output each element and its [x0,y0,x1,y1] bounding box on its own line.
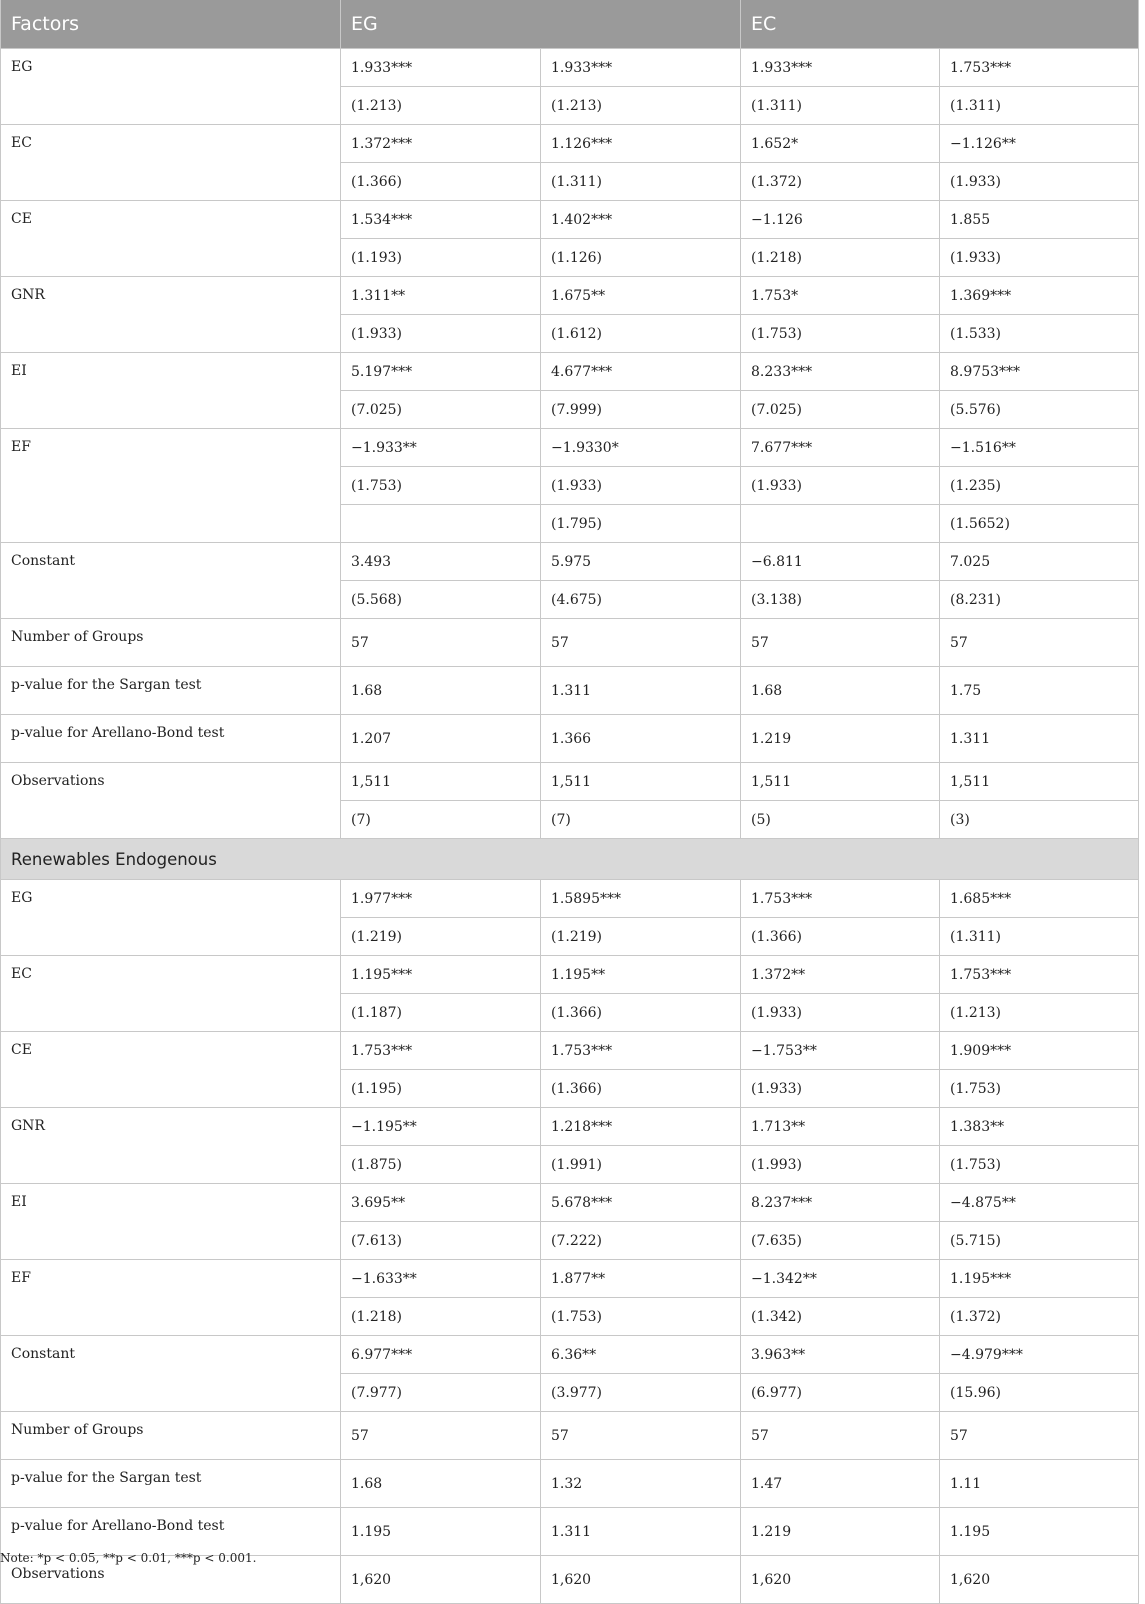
table-cell: (4.675) [541,581,741,619]
table-cell: 8.237*** [741,1184,940,1222]
table-cell: (1.612) [541,315,741,353]
row-label: EG [1,49,341,125]
row-label: CE [1,201,341,277]
table-cell: (1.753) [940,1070,1139,1108]
table-cell: (1.219) [541,918,741,956]
table-cell: −1.933** [341,429,541,467]
table-cell: 1.311** [341,277,541,315]
table-row [1,1336,1139,1374]
table-cell: (5.576) [940,391,1139,429]
table-cell: 57 [341,1412,541,1460]
table-cell: 1.126*** [541,125,741,163]
table-row [1,125,1139,163]
table-cell: 1,620 [940,1556,1139,1604]
table-cell: 57 [541,1412,741,1460]
table-cell: 1,620 [741,1556,940,1604]
table-cell: 57 [541,619,741,667]
table-cell: (1.342) [741,1298,940,1336]
table-cell: −1.633** [341,1260,541,1298]
row-label: CE [1,1032,341,1108]
table-cell: (7.613) [341,1222,541,1260]
table-cell: 1.219 [741,1508,940,1556]
table-cell: 1,511 [741,763,940,801]
table-cell: (1.218) [341,1298,541,1336]
table-cell: (1.533) [940,315,1139,353]
table-cell: 1.32 [541,1460,741,1508]
table-cell: 57 [741,619,940,667]
table-cell: 1.372*** [341,125,541,163]
table-row [1,1508,1139,1556]
row-label: Constant [1,543,341,619]
table-cell: 1.68 [341,667,541,715]
row-label: EI [1,1184,341,1260]
table-cell: 6.977*** [341,1336,541,1374]
table-cell: 1.311 [940,715,1139,763]
table-cell: (1.5652) [940,505,1139,543]
table-cell: −4.875** [940,1184,1139,1222]
table-cell: (1.311) [741,87,940,125]
table-cell: −1.195** [341,1108,541,1146]
table-cell: (5) [741,801,940,839]
table-row [1,763,1139,801]
table-cell: (1.193) [341,239,541,277]
header-eg: EG [341,0,741,49]
row-label: Constant [1,1336,341,1412]
table-cell: 1.11 [940,1460,1139,1508]
table-cell: (7.222) [541,1222,741,1260]
table-cell: 3.493 [341,543,541,581]
table-cell: 57 [940,1412,1139,1460]
table-row [1,49,1139,87]
table-cell: (1.366) [741,918,940,956]
table-cell: (1.991) [541,1146,741,1184]
header-row [1,0,1139,49]
header-factors: Factors [1,0,341,49]
table-cell: (1.311) [940,918,1139,956]
row-label: Observations [1,763,341,839]
table-cell: −1.126 [741,201,940,239]
table-cell: 1.207 [341,715,541,763]
table-cell: 57 [940,619,1139,667]
table-cell: (1.753) [341,467,541,505]
table-cell: 1.753*** [741,880,940,918]
table-row [1,1184,1139,1222]
table-cell: (1.933) [741,994,940,1032]
table-cell: 1.5895*** [541,880,741,918]
table-cell: 5.197*** [341,353,541,391]
table-cell: (7.635) [741,1222,940,1260]
table-cell: 1,620 [541,1556,741,1604]
row-label: EF [1,429,341,543]
table-row [1,1108,1139,1146]
row-label: GNR [1,1108,341,1184]
table-cell: 1.753*** [541,1032,741,1070]
table-cell: 1.534*** [341,201,541,239]
table-cell [741,505,940,543]
table-cell: (7) [341,801,541,839]
table-cell: 1.877** [541,1260,741,1298]
row-label: Number of Groups [1,619,341,667]
table-cell: (1.195) [341,1070,541,1108]
table-cell: (1.213) [940,994,1139,1032]
table-cell: (1.187) [341,994,541,1032]
table-cell: 1.753*** [341,1032,541,1070]
table-cell: (8.231) [940,581,1139,619]
table-cell: 1.311 [541,1508,741,1556]
table-cell: 1.933*** [341,49,541,87]
table-cell: (5.568) [341,581,541,619]
table-cell: (1.213) [541,87,741,125]
table-cell: 1.933*** [541,49,741,87]
table-row [1,1032,1139,1070]
table-cell: 1.369*** [940,277,1139,315]
table-cell: 1.219 [741,715,940,763]
table-cell: (7.977) [341,1374,541,1412]
table-cell: (1.933) [741,467,940,505]
section-title: Renewables Endogenous [1,839,1139,880]
table-row [1,543,1139,581]
table-cell: 4.677*** [541,353,741,391]
row-label: EC [1,956,341,1032]
table-cell: 1,620 [341,1556,541,1604]
table-cell: 5.678*** [541,1184,741,1222]
table-cell: 1.753* [741,277,940,315]
table-cell: (1.126) [541,239,741,277]
table-cell: −6.811 [741,543,940,581]
table-cell: 1,511 [940,763,1139,801]
table-row [1,429,1139,467]
table-cell: 1.68 [341,1460,541,1508]
table-cell: (1.933) [940,239,1139,277]
table-row [1,277,1139,315]
table-cell: 1.47 [741,1460,940,1508]
table-cell: (3) [940,801,1139,839]
table-row [1,353,1139,391]
table-cell: 1.977*** [341,880,541,918]
row-label: Number of Groups [1,1412,341,1460]
table-row [1,1260,1139,1298]
header-ec: EC [741,0,1139,49]
table-note: Note: *p < 0.05, **p < 0.01, ***p < 0.001. [0,1551,257,1565]
table-row [1,956,1139,994]
table-cell: (1.218) [741,239,940,277]
row-label: p-value for Arellano-Bond test [1,1508,341,1556]
table-row [1,201,1139,239]
table-cell: 1.195 [940,1508,1139,1556]
table-cell: −1.342** [741,1260,940,1298]
table-cell: (1.366) [541,1070,741,1108]
table-cell: 8.233*** [741,353,940,391]
table-cell: 6.36** [541,1336,741,1374]
table-cell: 1.933*** [741,49,940,87]
table-cell: (1.795) [541,505,741,543]
table-row [1,667,1139,715]
table-cell: (1.311) [541,163,741,201]
table-cell: −1.753** [741,1032,940,1070]
table-cell [341,505,541,543]
table-cell: 1.218*** [541,1108,741,1146]
table-cell: −1.9330* [541,429,741,467]
table-cell: 1.685*** [940,880,1139,918]
table-cell: (7.999) [541,391,741,429]
table-row [1,715,1139,763]
table-cell: 3.695** [341,1184,541,1222]
row-label: Observations [1,1556,341,1604]
table-cell: (3.138) [741,581,940,619]
table-cell: 1.311 [541,667,741,715]
section-row [1,839,1139,880]
table-cell: 1.675** [541,277,741,315]
table-cell: 1.68 [741,667,940,715]
row-label: p-value for the Sargan test [1,667,341,715]
table-cell: (1.933) [741,1070,940,1108]
table-cell: 1.383** [940,1108,1139,1146]
table-cell: 1.855 [940,201,1139,239]
table-cell: 1.75 [940,667,1139,715]
table-row [1,619,1139,667]
table-cell: 1.909*** [940,1032,1139,1070]
table-cell: (1.875) [341,1146,541,1184]
table-cell: (1.753) [940,1146,1139,1184]
table-cell: (1.311) [940,87,1139,125]
table-cell: 1.372** [741,956,940,994]
table-cell: (1.213) [341,87,541,125]
table-cell: −1.516** [940,429,1139,467]
row-label: EC [1,125,341,201]
table-cell: (1.993) [741,1146,940,1184]
table-cell: 1.195 [341,1508,541,1556]
table-cell: 1.195** [541,956,741,994]
table-cell: 1.753*** [940,956,1139,994]
table-cell: (7.025) [741,391,940,429]
table-cell: (6.977) [741,1374,940,1412]
table-cell: 1.713** [741,1108,940,1146]
table-cell: 57 [341,619,541,667]
table-cell: 7.025 [940,543,1139,581]
table-cell: 5.975 [541,543,741,581]
row-label: p-value for Arellano-Bond test [1,715,341,763]
table-cell: (1.366) [541,994,741,1032]
table-cell: (1.372) [741,163,940,201]
table-cell: 1,511 [541,763,741,801]
table-cell: −4.979*** [940,1336,1139,1374]
table-cell: 1,511 [341,763,541,801]
table-cell: (1.235) [940,467,1139,505]
table-row [1,880,1139,918]
table-cell: 8.9753*** [940,353,1139,391]
table-cell: (1.933) [341,315,541,353]
table-cell: (1.366) [341,163,541,201]
row-label: EI [1,353,341,429]
table-cell: (5.715) [940,1222,1139,1260]
table-cell: (1.933) [940,163,1139,201]
table-cell: (15.96) [940,1374,1139,1412]
table-row [1,1412,1139,1460]
table-cell: (1.753) [741,315,940,353]
table-row [1,1460,1139,1508]
table-cell: (7.025) [341,391,541,429]
table-cell: (1.372) [940,1298,1139,1336]
table-cell: 1.195*** [940,1260,1139,1298]
table-cell: 3.963** [741,1336,940,1374]
table-cell: 1.402*** [541,201,741,239]
table-cell: (1.753) [541,1298,741,1336]
row-label: EG [1,880,341,956]
row-label: p-value for the Sargan test [1,1460,341,1508]
row-label: GNR [1,277,341,353]
table-cell: 57 [741,1412,940,1460]
table-cell: (3.977) [541,1374,741,1412]
table-cell: (7) [541,801,741,839]
table-cell: 1.753*** [940,49,1139,87]
table-cell: (1.219) [341,918,541,956]
table-cell: 1.366 [541,715,741,763]
table-cell: −1.126** [940,125,1139,163]
table-cell: (1.933) [541,467,741,505]
row-label: EF [1,1260,341,1336]
table-cell: 7.677*** [741,429,940,467]
table-cell: 1.652* [741,125,940,163]
table-cell: 1.195*** [341,956,541,994]
